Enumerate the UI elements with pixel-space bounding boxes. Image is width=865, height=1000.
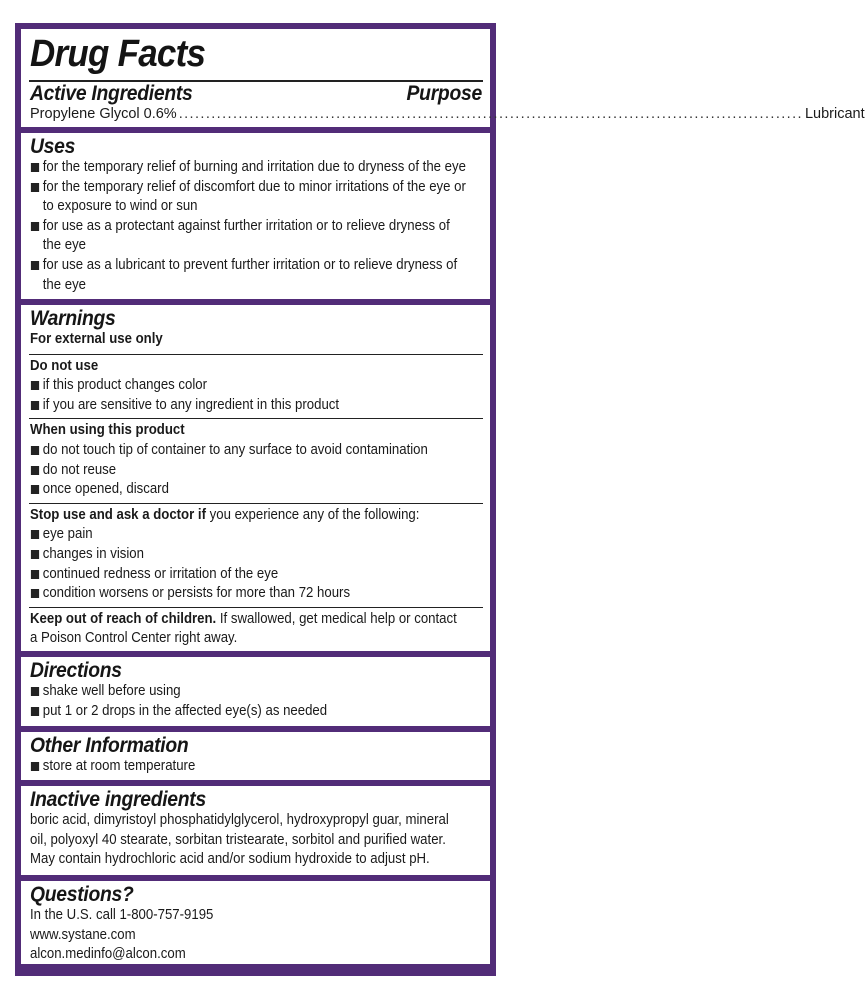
list-item: do not reuse [30, 461, 495, 481]
email-link: alcon.medinfo@alcon.com [30, 946, 186, 963]
list-item: shake well before using [30, 682, 495, 702]
list-item-continuation: to exposure to wind or sun [42, 198, 198, 215]
drug-facts-label [15, 23, 865, 976]
keep-out-heading: Keep out of reach of children. [30, 610, 217, 627]
list-item: changes in vision [30, 545, 495, 565]
do-not-use-heading: Do not use [30, 357, 99, 374]
active-ingredients-heading: Active Ingredients [30, 82, 193, 105]
leader-dots: ................................................................................................................... [178, 106, 803, 122]
phone-line: In the U.S. call 1-800-757-9195 [30, 907, 214, 923]
inactive-text-line: boric acid, dimyristoyl phosphatidylglycerol, hydroxypropyl guar, mineral [30, 812, 449, 828]
inactive-text-line: oil, polyoxyl 40 stearate, sorbitan tristearate, sorbitol and purified water. [30, 831, 446, 848]
list-item: continued redness or irritation of the eye [30, 565, 495, 585]
list-item: eye pain [30, 525, 495, 545]
active-ingredient-row [30, 105, 865, 124]
divider [29, 418, 483, 419]
list-item: once opened, discard [30, 480, 495, 500]
list-item: if this product changes color [30, 376, 495, 396]
list-item-continuation: the eye [42, 237, 87, 254]
when-using-heading: When using this product [30, 422, 185, 439]
panel-uses [21, 133, 490, 299]
keep-out-text-line2: a Poison Control Center right away. [30, 630, 238, 647]
stop-use-tail: you experience any of the following: [205, 506, 420, 523]
panel-inactive-ingredients [21, 786, 490, 875]
panel-directions [21, 657, 490, 726]
divider [29, 503, 483, 504]
inactive-ingredients-heading: Inactive ingredients [30, 788, 206, 811]
purpose-value: Lubricant [804, 106, 865, 122]
divider [29, 607, 483, 608]
inactive-text-line: May contain hydrochloric acid and/or sodium hydroxide to adjust pH. [30, 851, 430, 868]
other-information-heading: Other Information [30, 734, 189, 757]
uses-heading: Uses [30, 135, 76, 158]
list-item: condition worsens or persists for more than 72 hours [30, 584, 495, 604]
active-header-row [30, 83, 482, 105]
keep-out-line [30, 610, 482, 630]
list-item: do not touch tip of container to any surface to avoid contamination [30, 441, 495, 461]
list-item: for use as a lubricant to prevent further irritation or to relieve dryness of [30, 256, 495, 276]
external-use-note: For external use only [30, 331, 163, 347]
list-item: put 1 or 2 drops in the affected eye(s) as needed [30, 702, 495, 722]
list-item-continuation: the eye [42, 276, 87, 293]
list-item: if you are sensitive to any ingredient in this product [30, 396, 495, 416]
list-item: store at room temperature [30, 757, 495, 777]
drug-facts-title: Drug Facts [30, 33, 206, 75]
website-link: www.systane.com [30, 926, 136, 943]
list-item: for the temporary relief of burning and irritation due to dryness of the eye [30, 158, 495, 178]
active-ingredient: Propylene Glycol 0.6% [30, 106, 177, 122]
divider [29, 354, 483, 355]
list-item: for use as a protectant against further irritation or to relieve dryness of [30, 217, 495, 237]
questions-heading: Questions? [30, 883, 134, 906]
warnings-heading: Warnings [30, 307, 116, 330]
stop-use-line [30, 506, 482, 526]
list-item: for the temporary relief of discomfort due to minor irritations of the eye or [30, 178, 495, 198]
panel-other-information [21, 732, 490, 780]
keep-out-text: If swallowed, get medical help or contact [216, 610, 457, 627]
panel-active [21, 29, 865, 127]
stop-use-heading: Stop use and ask a doctor if [30, 506, 206, 523]
panel-warnings [21, 305, 490, 651]
panel-questions [21, 881, 490, 964]
purpose-heading: Purpose [406, 82, 482, 105]
directions-heading: Directions [30, 659, 122, 682]
